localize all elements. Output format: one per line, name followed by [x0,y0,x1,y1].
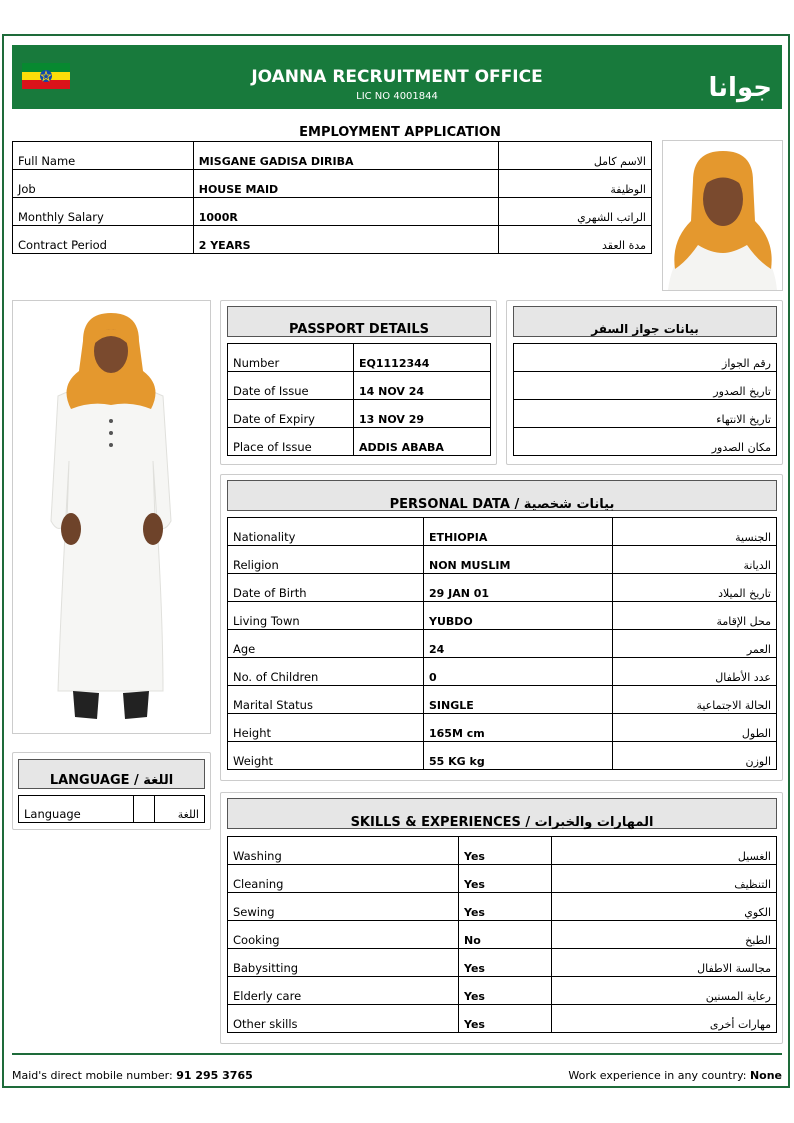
field-label: Place of Issue [228,428,354,456]
table-row [228,518,777,546]
field-value: 29 JAN 01 [424,574,613,602]
skill-label: Washing [228,837,459,865]
field-value: HOUSE MAID [193,170,498,198]
skill-label: Other skills [228,1005,459,1033]
footer-mobile [12,1069,253,1082]
field-value: ETHIOPIA [424,518,613,546]
field-value: 24 [424,630,613,658]
passport-card [220,300,497,465]
field-label: Marital Status [228,686,424,714]
field-value: NON MUSLIM [424,546,613,574]
skills-table [227,836,777,1033]
skill-label-ar: رعاية المسنين [552,977,777,1005]
table-row [228,893,777,921]
skill-label-ar: مهارات أخرى [552,1005,777,1033]
field-label: Contract Period [13,226,194,254]
skill-label-ar: التنظيف [552,865,777,893]
personal-table [227,517,777,770]
table-row [228,742,777,770]
field-value: ADDIS ABABA [354,428,491,456]
table-row [228,865,777,893]
skill-label: Elderly care [228,977,459,1005]
table-row [228,686,777,714]
skill-value: Yes [459,949,552,977]
portrait-photo [662,140,783,291]
field-label-ar: الطول [613,714,777,742]
skill-value: Yes [459,977,552,1005]
field-label: Date of Issue [228,372,354,400]
field-label-ar: مكان الصدور [514,428,777,456]
skill-value: Yes [459,893,552,921]
field-label-ar: الحالة الاجتماعية [613,686,777,714]
field-value: 1000R [193,198,498,226]
skill-label: Sewing [228,893,459,921]
field-label-ar: العمر [613,630,777,658]
field-label-ar: عدد الأطفال [613,658,777,686]
table-row [514,372,777,400]
field-label: Nationality [228,518,424,546]
field-value: 2 YEARS [193,226,498,254]
table-row [228,344,491,372]
experience-value: None [749,1069,782,1082]
license-number: LIC NO 4001844 [356,91,438,102]
office-arabic-name: جوانا [708,73,772,103]
field-label: Date of Birth [228,574,424,602]
field-value: 165M cm [424,714,613,742]
skills-title: SKILLS & EXPERIENCES / المهارات والخبرات [227,798,777,829]
table-row [228,658,777,686]
field-label: Monthly Salary [13,198,194,226]
skill-label-ar: الغسيل [552,837,777,865]
table-row [228,837,777,865]
skill-label: Cooking [228,921,459,949]
language-card [12,752,211,830]
table-row [514,428,777,456]
field-value: 13 NOV 29 [354,400,491,428]
skills-card [220,792,783,1044]
language-label: Language [19,796,134,823]
table-row [228,400,491,428]
table-row [13,170,652,198]
field-label: Religion [228,546,424,574]
passport-title-ar: بيانات جواز السفر [513,306,777,337]
field-label-ar: تاريخ الصدور [514,372,777,400]
language-title: LANGUAGE / اللغة [18,759,205,789]
field-label: Full Name [13,142,194,170]
field-value: 0 [424,658,613,686]
field-value: YUBDO [424,602,613,630]
table-row [228,1005,777,1033]
field-label-ar: رقم الجواز [514,344,777,372]
field-label: Job [13,170,194,198]
table-row [228,602,777,630]
field-label-ar: الاسم كامل [499,142,652,170]
field-label: Weight [228,742,424,770]
field-label-ar: الوظيفة [499,170,652,198]
field-label: Number [228,344,354,372]
footer-divider [12,1053,782,1055]
passport-title: PASSPORT DETAILS [227,306,491,337]
skill-label-ar: مجالسة الاطفال [552,949,777,977]
form-title: EMPLOYMENT APPLICATION [299,125,501,140]
table-row [228,630,777,658]
passport-ar-card [506,300,783,465]
passport-table [227,343,491,456]
field-label: Living Town [228,602,424,630]
field-label: No. of Children [228,658,424,686]
table-row [228,949,777,977]
skill-label-ar: الطبخ [552,921,777,949]
mobile-value: 91 295 3765 [176,1069,253,1082]
field-label-ar: الوزن [613,742,777,770]
field-value: SINGLE [424,686,613,714]
table-row [228,921,777,949]
skill-label: Cleaning [228,865,459,893]
table-row [514,400,777,428]
skill-value: Yes [459,865,552,893]
language-label-ar: اللغة [155,796,205,823]
field-label-ar: تاريخ الانتهاء [514,400,777,428]
language-table [18,795,205,823]
language-value [134,796,155,823]
top-info-table [12,141,652,254]
full-body-photo [12,300,211,734]
table-row [514,344,777,372]
skill-value: No [459,921,552,949]
header-banner [12,45,782,109]
field-label: Height [228,714,424,742]
experience-label: Work experience in any country: [568,1069,747,1082]
table-row [228,428,491,456]
field-label: Age [228,630,424,658]
table-row [228,714,777,742]
skill-value: Yes [459,837,552,865]
personal-card [220,474,783,781]
table-row [13,198,652,226]
personal-title: PERSONAL DATA / بيانات شخصية [227,480,777,511]
field-label-ar: مدة العقد [499,226,652,254]
field-label-ar: تاريخ الميلاد [613,574,777,602]
field-value: 55 KG kg [424,742,613,770]
table-row [228,977,777,1005]
footer-experience [568,1069,782,1082]
office-title: JOANNA RECRUITMENT OFFICE [251,67,543,87]
skill-label-ar: الكوي [552,893,777,921]
table-row [228,546,777,574]
table-row [13,142,652,170]
field-label-ar: الجنسية [613,518,777,546]
table-row [13,226,652,254]
skill-value: Yes [459,1005,552,1033]
field-value: MISGANE GADISA DIRIBA [193,142,498,170]
passport-ar-table [513,343,777,456]
mobile-label: Maid's direct mobile number: [12,1069,173,1082]
table-row [228,574,777,602]
table-row [228,372,491,400]
skill-label: Babysitting [228,949,459,977]
field-label: Date of Expiry [228,400,354,428]
field-value: 14 NOV 24 [354,372,491,400]
field-label-ar: محل الإقامة [613,602,777,630]
field-value: EQ1112344 [354,344,491,372]
field-label-ar: الديانة [613,546,777,574]
field-label-ar: الراتب الشهري [499,198,652,226]
